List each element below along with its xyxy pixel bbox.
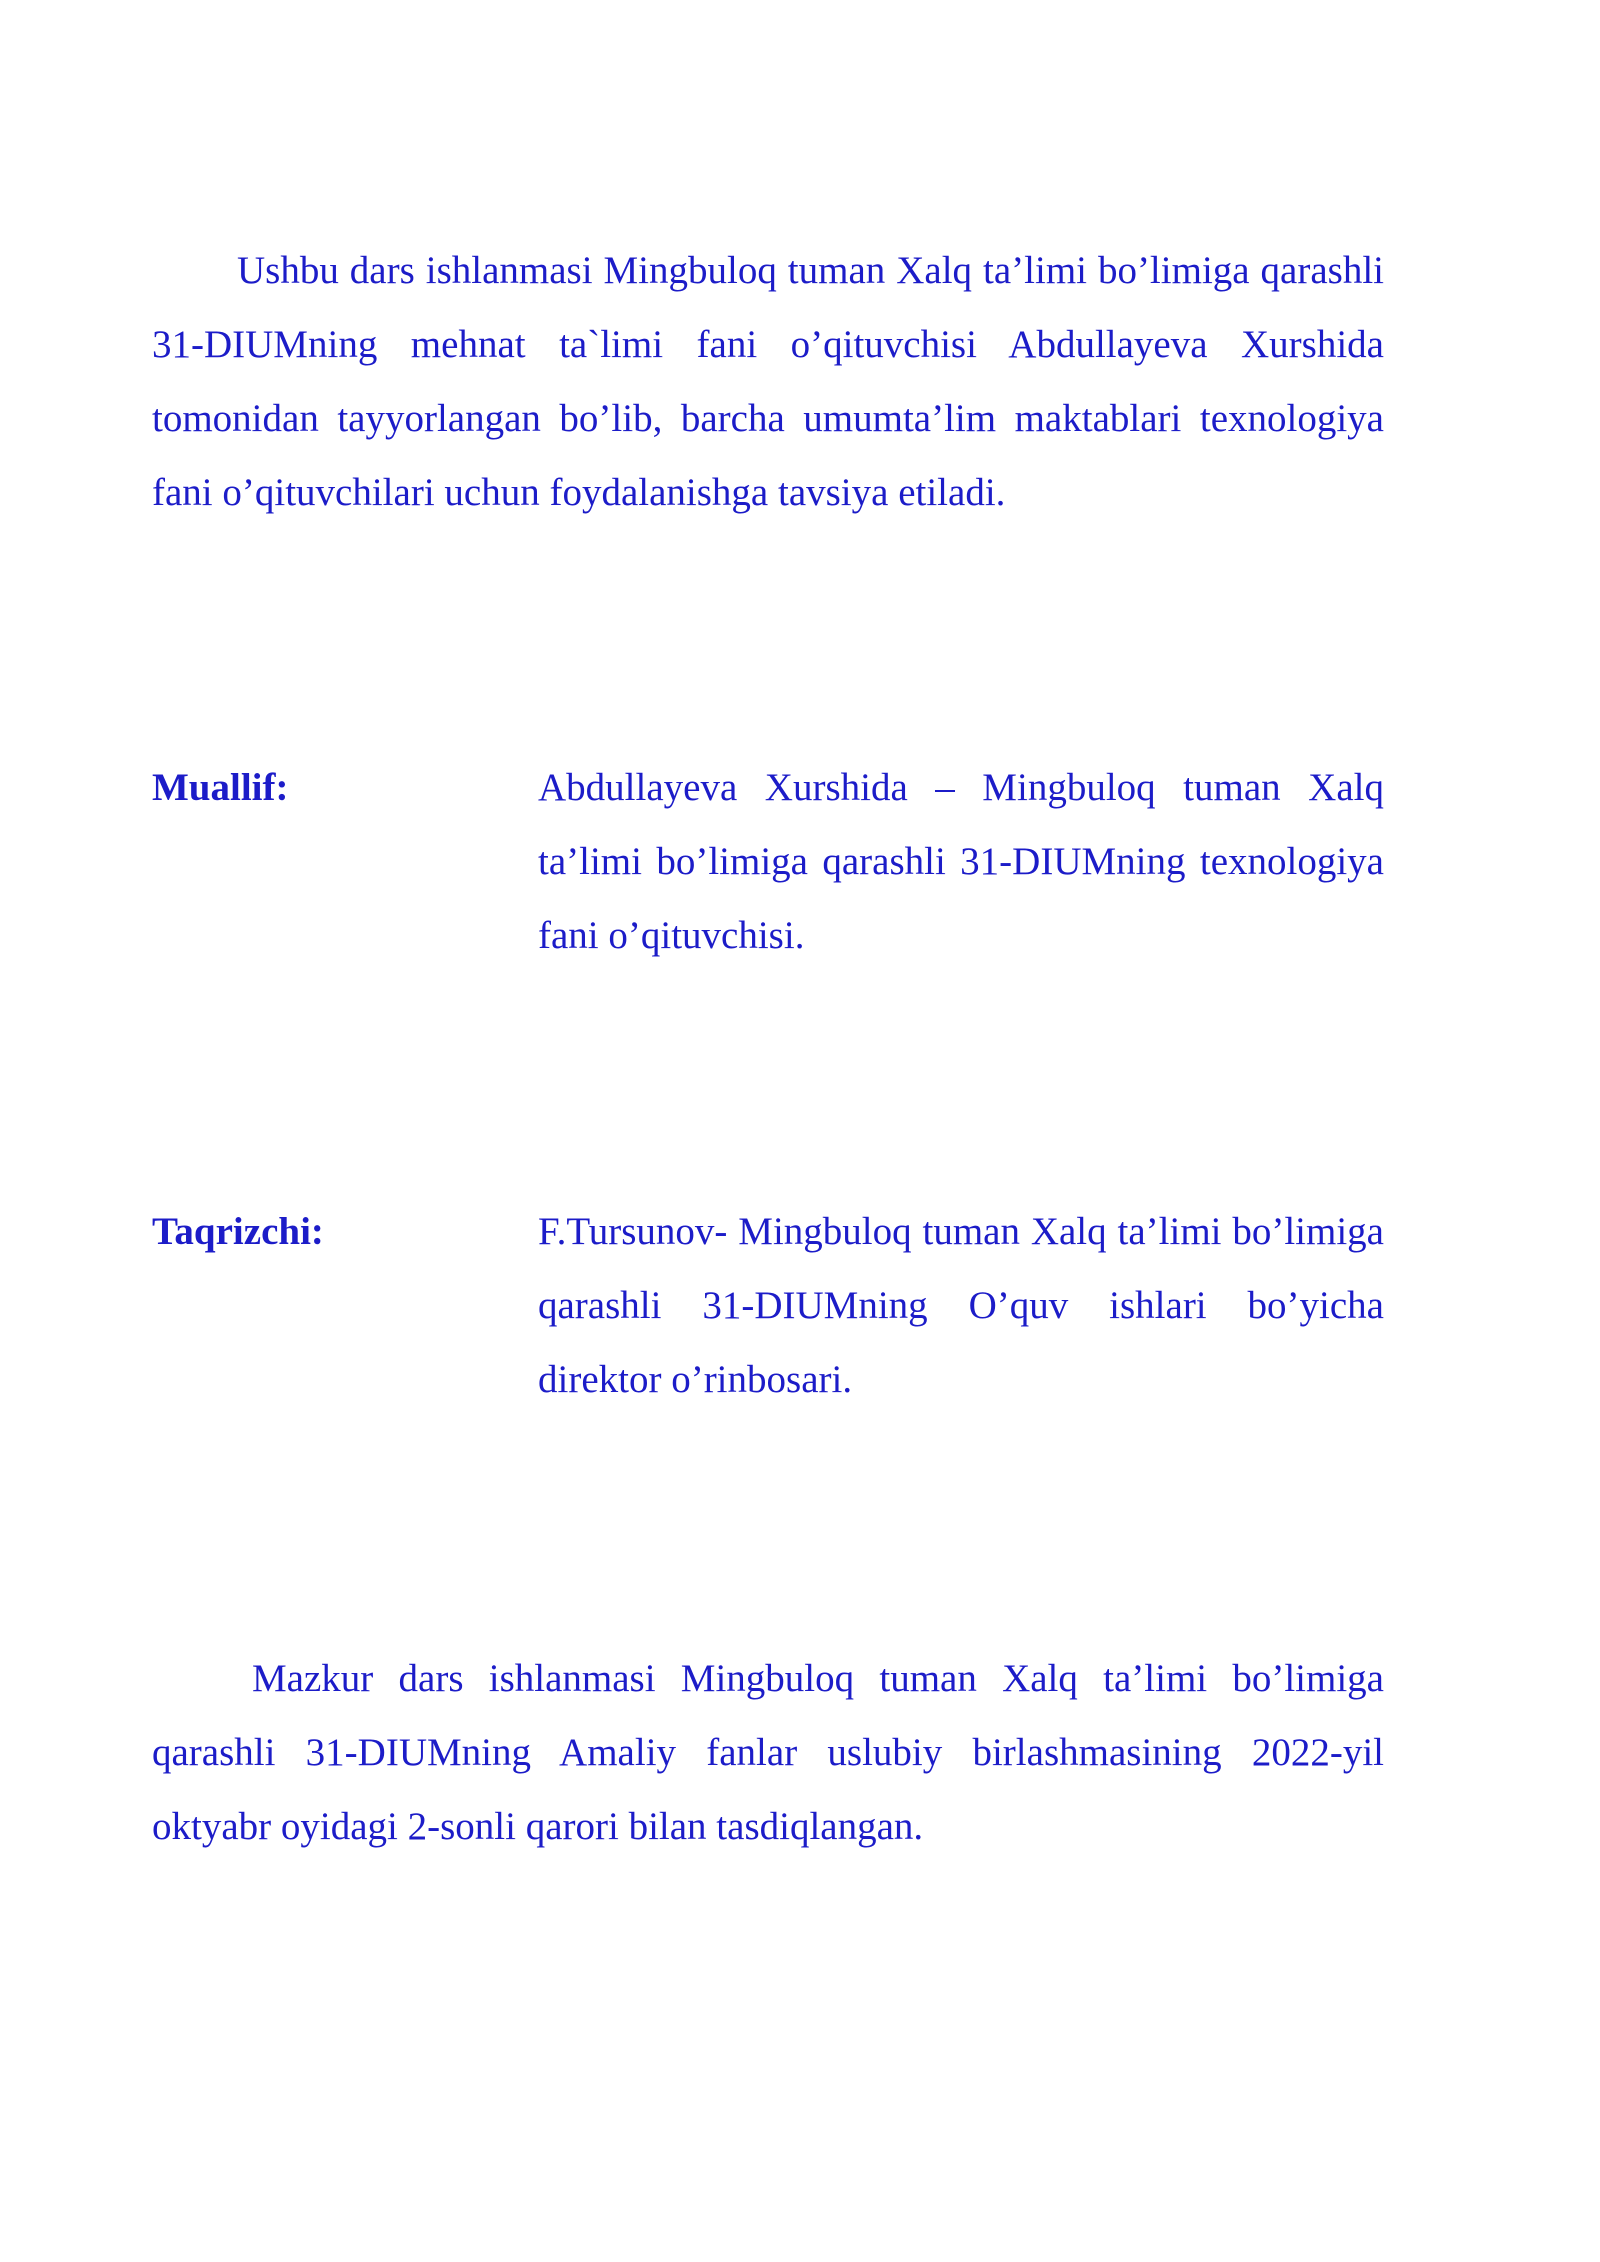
reviewer-description: F.Tursunov- Mingbuloq tuman Xalq ta’limi bo’limiga qarashli 31-DIUMning O’quv ishlari bo’yicha direktor o’rinbosari. bbox=[538, 1210, 1384, 1401]
approval-paragraph: Mazkur dars ishlanmasi Mingbuloq tuman Xalq ta’limi bo’limiga qarashli 31-DIUMning Amaliy fanlar uslubiy birlashmasining 2022-yil oktyabr oyidagi 2-sonli qarori bilan tasdiqlangan. bbox=[152, 1657, 1384, 1848]
author-label: Muallif: bbox=[152, 766, 289, 809]
intro-paragraph: Ushbu dars ishlanmasi Mingbuloq tuman Xalq ta’limi bo’limiga qarashli 31-DIUMning mehnat ta`limi fani o’qituvchisi Abdullayeva Xurshida tomonidan tayyorlangan bo’lib, barcha umumta’lim maktablari texnologiya fani o’qituvchilari uchun foydalanishga tavsiya etiladi. bbox=[152, 249, 1384, 514]
reviewer-label: Taqrizchi: bbox=[152, 1210, 324, 1253]
author-description: Abdullayeva Xurshida – Mingbuloq tuman Xalq ta’limi bo’limiga qarashli 31-DIUMning texnologiya fani o’qituvchisi. bbox=[538, 766, 1384, 957]
